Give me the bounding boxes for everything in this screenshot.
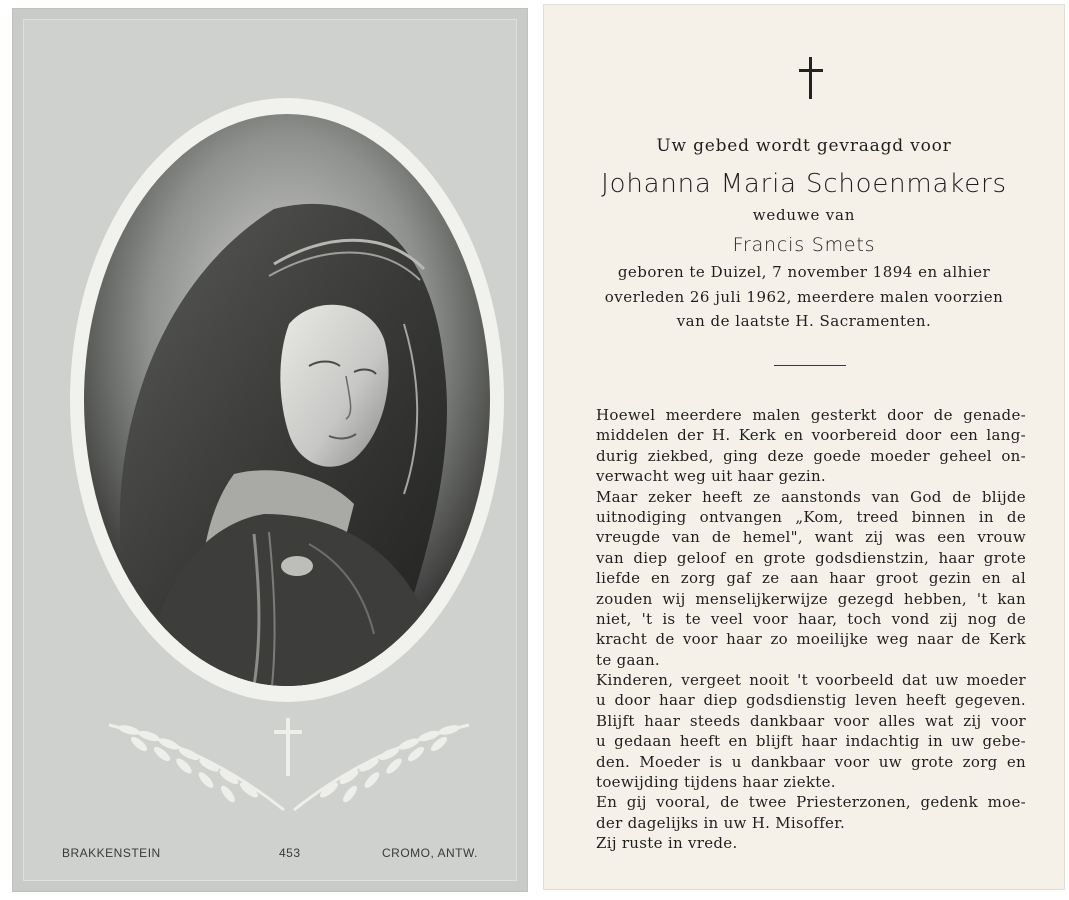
body-line: durig ziekbed, ging deze goede moeder geheel on-	[596, 446, 1026, 465]
body-line: zouden wij menselijkerwijze gezegd hebben, 't kan	[596, 589, 1026, 608]
body-line: toewijding tijdens haar ziekte.	[596, 773, 836, 792]
body-line: te gaan.	[596, 650, 660, 669]
print-credits-footer	[54, 846, 486, 866]
body-line: der dagelijks in uw H. Misoffer.	[596, 813, 846, 832]
body-line: u gedaan heeft en blijft haar indachtig in uw gebe-	[596, 732, 1026, 751]
body-line: Hoewel meerdere malen gesterkt door de genade-	[596, 406, 1026, 424]
cross-icon	[799, 57, 823, 99]
devotional-image-card	[12, 8, 528, 892]
body-line: middelen der H. Kerk en voorbereid door een lang-	[596, 426, 1026, 445]
widow-of-label: weduwe van	[752, 206, 856, 224]
body-line: Kinderen, vergeet nooit 't voorbeeld dat uw moeder	[596, 671, 1026, 690]
body-line: Blijft haar steeds dankbaar voor alles wat zij voor	[596, 711, 1026, 730]
card-inner-panel	[23, 19, 517, 881]
body-line: verwacht weg uit haar gezin.	[596, 467, 826, 486]
body-line: liefde en zorg gaf ze aan haar groot gezin en al	[596, 569, 1026, 588]
birth-death-line: geboren te Duizel, 7 november 1894 en alhier	[617, 263, 991, 281]
body-line: Zij ruste in vrede.	[596, 834, 738, 853]
body-line: En gij vooral, de twee Priesterzonen, gedenk moe-	[596, 793, 1026, 812]
deceased-name: Johanna Maria Schoenmakers	[601, 169, 1007, 199]
palm-branch-cross-ornament	[104, 710, 474, 830]
body-line: niet, 't is te veel voor haar, toch vond zij nog de	[596, 609, 1026, 628]
birth-death-line: van de laatste H. Sacramenten.	[676, 312, 932, 330]
body-line: Maar zeker heeft ze aanstonds van God de blijde	[596, 487, 1026, 506]
section-divider	[774, 365, 846, 366]
catalog-number: 453	[279, 846, 301, 860]
prayer-request: Uw gebed wordt gevraagd voor	[656, 136, 952, 156]
body-line: den. Moeder is u dankbaar voor uw grote zorg en	[596, 752, 1026, 771]
memorial-body-text	[596, 405, 1026, 854]
publisher-credit: BRAKKENSTEIN	[62, 846, 161, 860]
madonna-portrait	[84, 114, 490, 686]
spouse-name: Francis Smets	[732, 234, 876, 256]
memorial-text-card	[543, 4, 1065, 890]
body-line: vreugde van de hemel", want zij was een vrouw	[596, 528, 1026, 547]
body-line: u door haar diep godsdienstig leven heeft gegeven.	[596, 691, 1026, 710]
body-line: van diep geloof en grote godsdienstzin, haar grote	[596, 548, 1026, 567]
printer-credit: CROMO, ANTW.	[382, 846, 478, 860]
body-line: uitnodiging ontvangen „Kom, treed binnen in de	[596, 507, 1026, 526]
birth-death-line: overleden 26 juli 1962, meerdere malen voorzien	[604, 288, 1004, 306]
body-line: kracht de voor haar zo moeilijke weg naar de Kerk	[596, 630, 1026, 649]
